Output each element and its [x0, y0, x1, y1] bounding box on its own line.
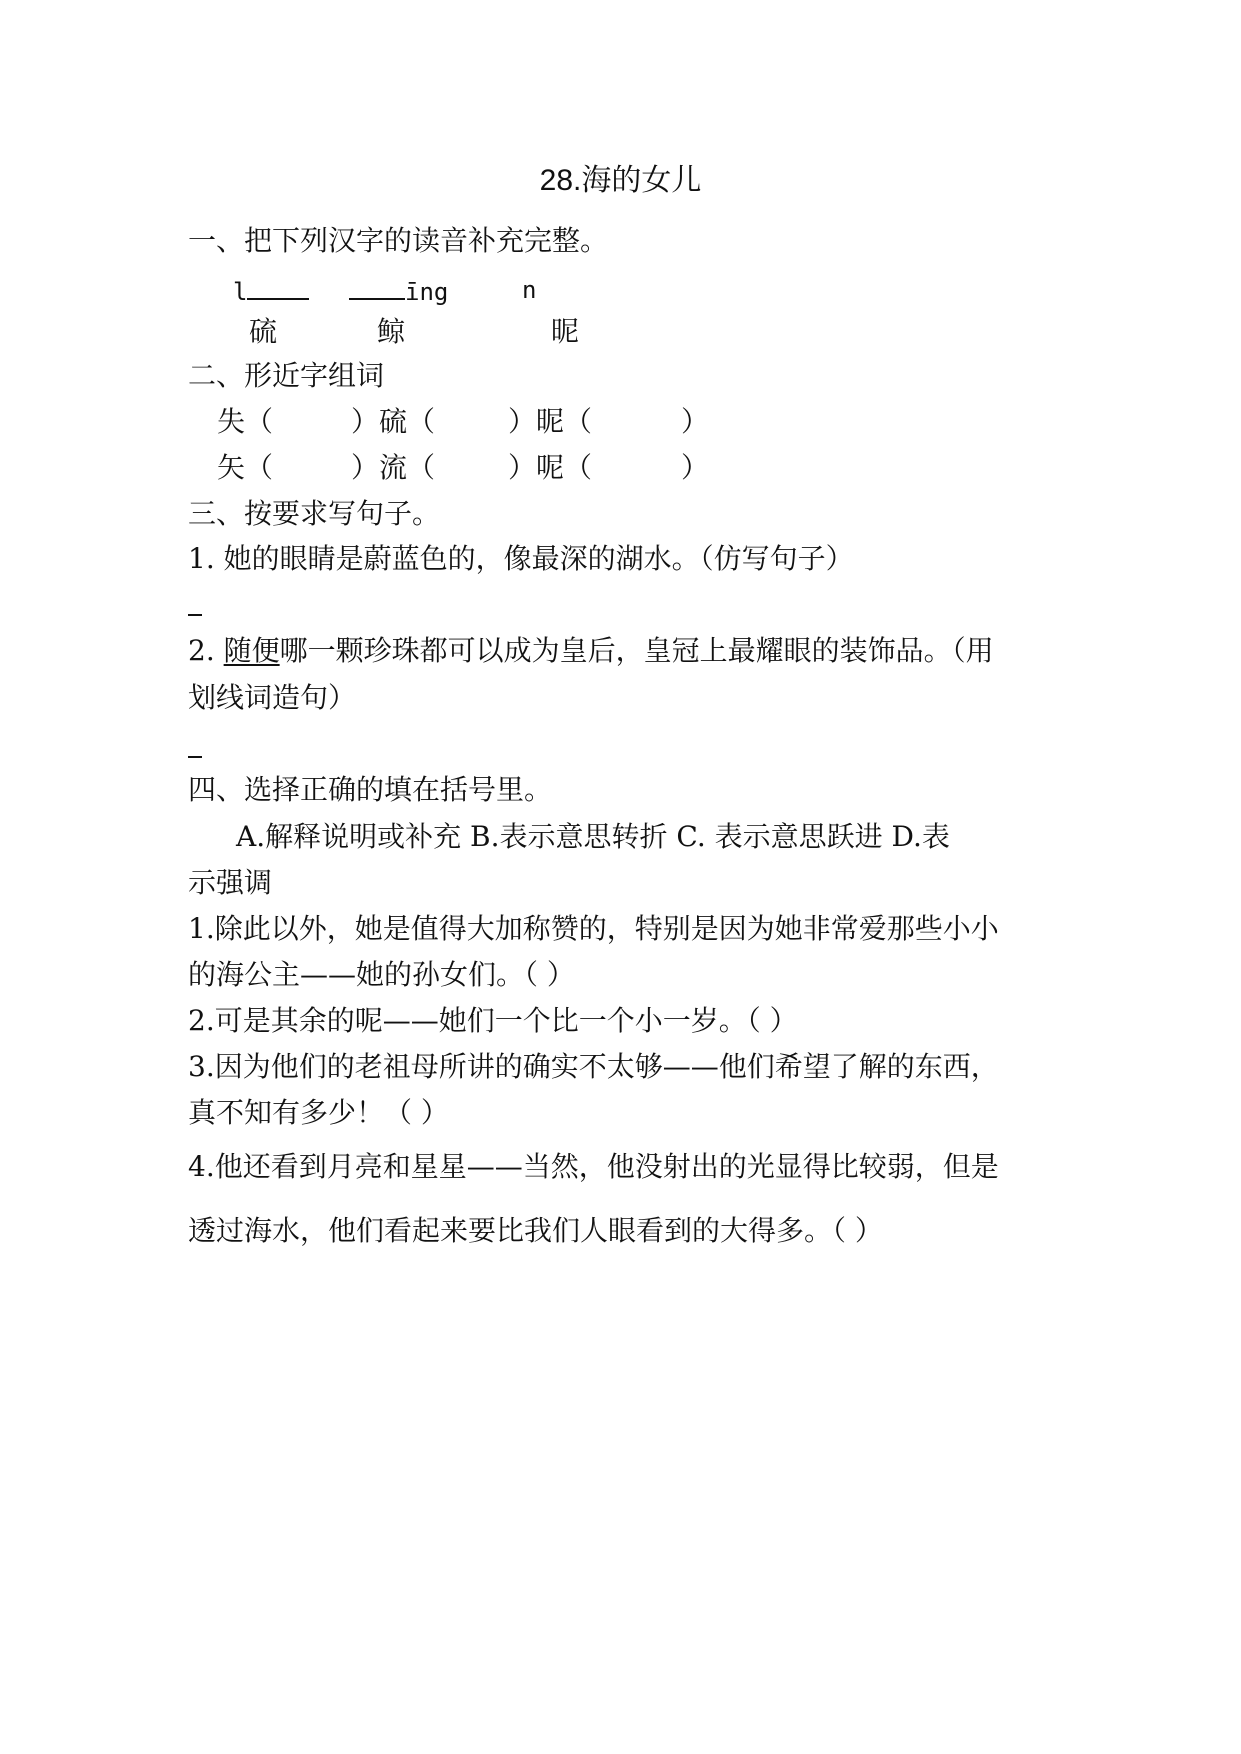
- hanzi-char: 鲸: [377, 315, 406, 348]
- word-group-row-2-b: ）流（: [351, 451, 436, 484]
- section4-question-1: 1.除此以外，她是值得大加称赞的，特别是因为她非常爱那些小小: [188, 912, 999, 945]
- section4-question-3: 3.因为他们的老祖母所讲的确实不太够——他们希望了解的东西，: [188, 1050, 999, 1083]
- section1-heading: 一、把下列汉字的读音补充完整。: [188, 224, 609, 257]
- pinyin-suffix: īng: [405, 278, 449, 306]
- hanzi-char: 硫: [249, 315, 278, 348]
- underlined-word: 随便: [223, 634, 280, 667]
- section3-question-2-cont: 划线词造句）: [188, 681, 357, 714]
- pinyin-prefix: l: [233, 278, 248, 306]
- pinyin-blank[interactable]: [349, 272, 405, 300]
- section4-heading: 四、选择正确的填在括号里。: [188, 773, 553, 806]
- word-group-row-1-a: 失（: [217, 405, 274, 438]
- options-line-2: 示强调: [188, 866, 273, 899]
- pinyin-prefix: n: [522, 276, 537, 304]
- question-text: 哪一颗珍珠都可以成为皇后，皇冠上最耀眼的装饰品。（用: [279, 634, 994, 667]
- word-group-row-2-a: 矢（: [217, 451, 274, 484]
- section3-heading: 三、按要求写句子。: [188, 497, 441, 530]
- pinyin-item-1: [233, 272, 309, 310]
- section4-question-4: 4.他还看到月亮和星星——当然，他没射出的光显得比较弱，但是: [188, 1150, 999, 1183]
- word-group-row-2-c: ）呢（: [508, 451, 593, 484]
- section3-question-2: [188, 633, 994, 669]
- answer-line[interactable]: [188, 756, 202, 758]
- word-group-row-2-d: ）: [681, 451, 710, 484]
- word-group-row-1-b: ）硫（: [351, 405, 436, 438]
- options-line-1: A.解释说明或补充 B.表示意思转折 C. 表示意思跃进 D.表: [236, 820, 950, 853]
- word-group-row-1-c: ）昵（: [508, 405, 593, 438]
- page-title: 28.海的女儿: [539, 164, 702, 197]
- section4-question-4-cont: 透过海水，他们看起来要比我们人眼看到的大得多。（ ）: [188, 1214, 883, 1247]
- hanzi-char: 昵: [551, 315, 580, 348]
- section4-question-3-cont: 真不知有多少！（ ）: [188, 1096, 449, 1129]
- pinyin-item-3: [522, 272, 536, 308]
- section3-question-1: 1. 她的眼睛是蔚蓝色的，像最深的湖水。（仿写句子）: [188, 542, 854, 575]
- section4-question-1-cont: 的海公主——她的孙女们。（ ）: [188, 958, 575, 991]
- question-number: 2.: [188, 634, 224, 667]
- pinyin-item-2: [349, 272, 448, 310]
- section2-heading: 二、形近字组词: [188, 359, 385, 392]
- word-group-row-1-d: ）: [681, 405, 710, 438]
- pinyin-blank[interactable]: [247, 272, 309, 300]
- section4-question-2: 2.可是其余的呢——她们一个比一个小一岁。（ ）: [188, 1004, 798, 1037]
- answer-line[interactable]: [188, 614, 202, 616]
